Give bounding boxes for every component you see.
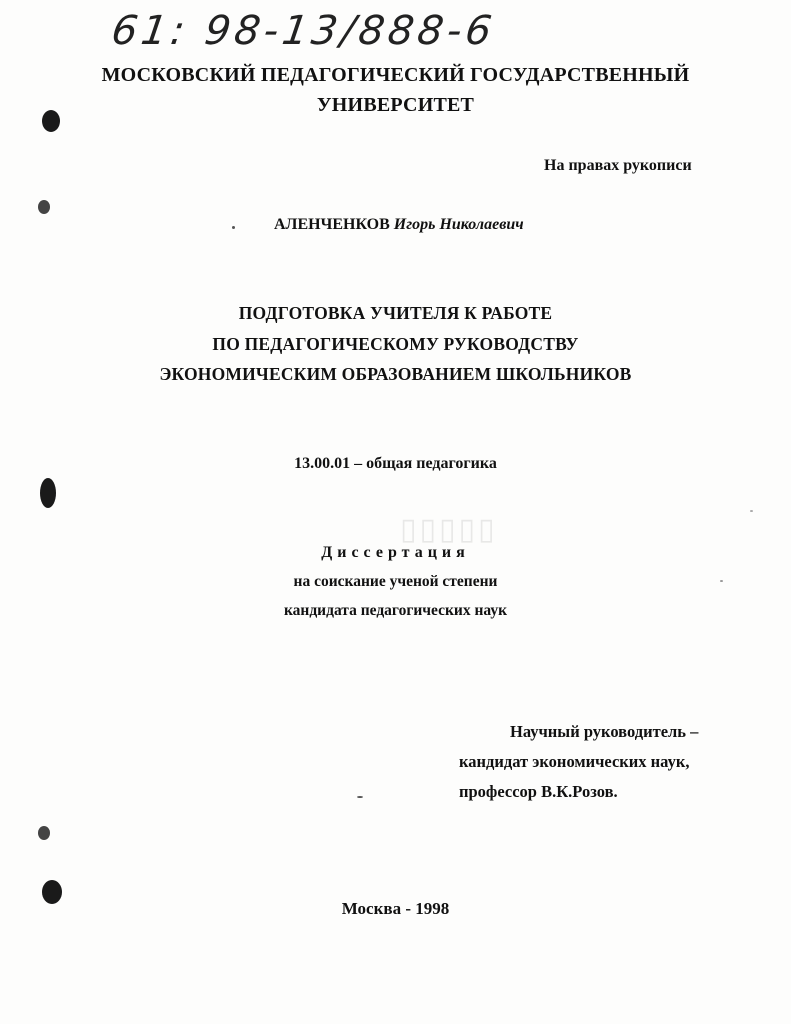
dissertation-line1: на соискание ученой степени <box>293 573 498 590</box>
supervisor-line1: Научный руководитель – <box>510 722 699 741</box>
title-line2: ПО ПЕДАГОГИЧЕСКОМУ РУКОВОДСТВУ <box>212 334 579 354</box>
punch-hole-3 <box>40 478 56 508</box>
dissertation-line2: кандидата педагогических наук <box>283 602 508 619</box>
city-year: Москва - 1998 <box>341 899 450 918</box>
supervisor-line2: кандидат экономических наук, <box>459 752 690 771</box>
rights-note: На правах рукописи <box>544 157 692 174</box>
speck <box>750 510 753 512</box>
title-line3: ЭКОНОМИЧЕСКИМ ОБРАЗОВАНИЕМ ШКОЛЬНИКОВ <box>159 364 632 384</box>
author-name <box>274 216 524 234</box>
dissertation-heading: Диссертация <box>321 544 470 561</box>
handwritten-archive-code: 61: 98-13/888-6 <box>108 8 499 54</box>
author-given-name: Игорь Николаевич <box>393 216 524 233</box>
university-name-line1: МОСКОВСКИЙ ПЕДАГОГИЧЕСКИЙ ГОСУДАРСТВЕННЫЙ <box>101 64 690 86</box>
speck <box>232 226 235 229</box>
author-surname: АЛЕНЧЕНКОВ <box>274 216 390 233</box>
specialty-code: 13.00.01 – общая педагогика <box>294 455 497 472</box>
faint-stamp-mark: ▯▯▯▯▯ <box>400 512 498 547</box>
punch-hole-2 <box>38 200 50 214</box>
speck <box>357 796 363 798</box>
supervisor-line3: профессор В.К.Розов. <box>459 782 618 801</box>
university-name-line2: УНИВЕРСИТЕТ <box>316 94 475 116</box>
title-line1: ПОДГОТОВКА УЧИТЕЛЯ К РАБОТЕ <box>238 303 553 323</box>
punch-hole-4 <box>38 826 50 840</box>
